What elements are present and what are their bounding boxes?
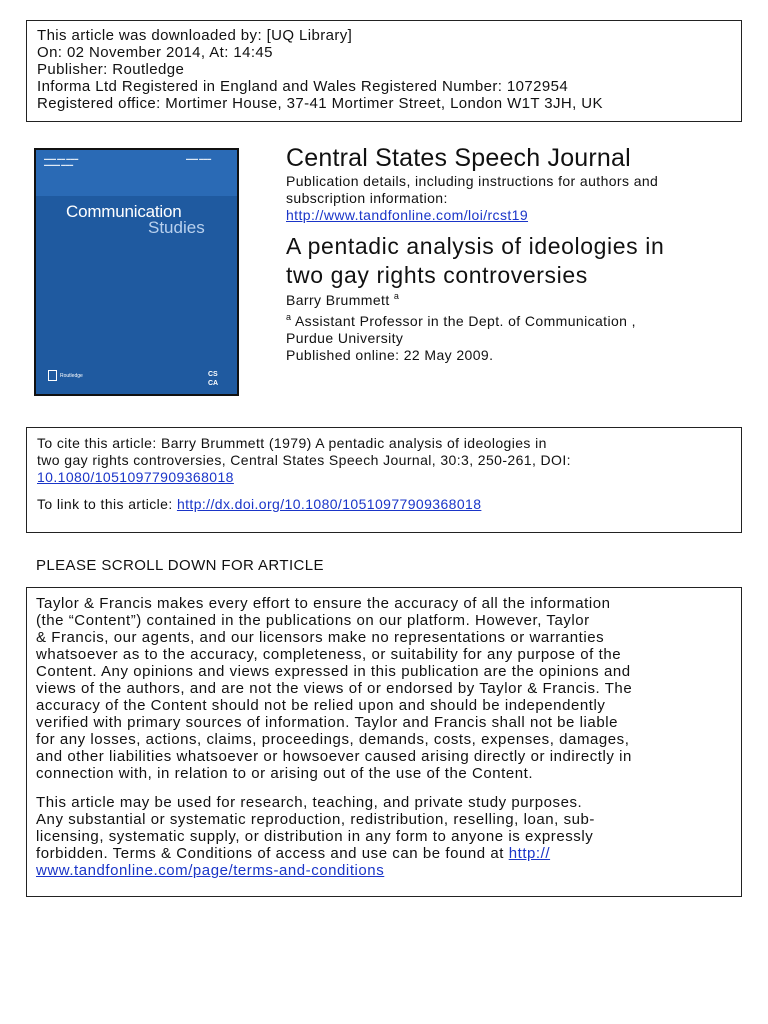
citation-line: two gay rights controversies, Central States Speech Journal, 30:3, 250-261, DOI:: [37, 452, 571, 468]
disclaimer-line: Content. Any opinions and views expressed in this publication are the opinions and: [36, 663, 631, 680]
author-affiliation: [286, 313, 736, 364]
article-author: [286, 292, 736, 309]
citation-line: To cite this article: Barry Brummett (1979) A pentadic analysis of ideologies in: [37, 435, 547, 451]
journal-url-link[interactable]: http://www.tandfonline.com/loi/rcst19: [286, 207, 529, 223]
article-link-label: To link to this article:: [37, 496, 177, 512]
download-info-line: Informa Ltd Registered in England and Wales Registered Number: 1072954: [37, 78, 569, 95]
publication-details: [286, 173, 736, 224]
article-link-line: [37, 496, 731, 513]
affiliation-text: Assistant Professor in the Dept. of Communication ,: [294, 313, 636, 329]
disclaimer-line: whatsoever as to the accuracy, completeness, or suitability for any purpose of the: [36, 646, 622, 663]
affiliation-line: Purdue University: [286, 330, 404, 346]
journal-cover-image: [34, 148, 239, 396]
usage-line: This article may be used for research, teaching, and private study purposes.: [36, 794, 583, 811]
disclaimer-line: for any losses, actions, claims, proceedings, demands, costs, expenses, damages,: [36, 731, 630, 748]
cover-fine-print: ▬▬▬ ▬▬▬: [186, 156, 212, 161]
disclaimer-paragraph: [36, 595, 731, 782]
disclaimer-line: accuracy of the Content should not be relied upon and should be independently: [36, 697, 606, 714]
author-name: Barry Brummett: [286, 292, 390, 308]
download-info-line: Registered office: Mortimer House, 37-41 Mortimer Street, London W1T 3JH, UK: [37, 95, 603, 112]
usage-line: licensing, systematic supply, or distribution in any form to anyone is expressly: [36, 828, 594, 845]
affiliation-line: [286, 313, 736, 330]
article-title: [286, 232, 736, 290]
disclaimer-box: [26, 587, 742, 897]
publisher-logo: [48, 370, 83, 381]
scroll-down-notice: PLEASE SCROLL DOWN FOR ARTICLE: [36, 557, 324, 574]
usage-paragraph: [36, 794, 731, 879]
usage-line: [36, 845, 731, 862]
publication-details-line: subscription information:: [286, 190, 448, 206]
download-info-line: On: 02 November 2014, At: 14:45: [37, 44, 273, 61]
usage-line-text: forbidden. Terms & Conditions of access and use can be found at: [36, 845, 509, 862]
disclaimer-line: verified with primary sources of information. Taylor and Francis shall not be liable: [36, 714, 618, 731]
citation-box: [26, 427, 742, 533]
cover-subtitle: Studies: [148, 218, 205, 237]
download-info-line: This article was downloaded by: [UQ Library]: [37, 27, 353, 44]
cover-title: Communication: [66, 202, 182, 221]
article-title-line: two gay rights controversies: [286, 262, 588, 288]
disclaimer-line: connection with, in relation to or arising out of the use of the Content.: [36, 765, 534, 782]
disclaimer-line: Taylor & Francis makes every effort to ensure the accuracy of all the information: [36, 595, 611, 612]
article-doi-url-link[interactable]: http://dx.doi.org/10.1080/10510977909368018: [176, 496, 482, 512]
terms-url-link-start[interactable]: http://: [508, 845, 551, 862]
disclaimer-line: & Francis, our agents, and our licensors make no representations or warranties: [36, 629, 605, 646]
disclaimer-line: and other liabilities whatsoever or howsoever caused arising directly or indirectly in: [36, 748, 632, 765]
publisher-logo-text: Routledge: [60, 372, 83, 379]
cover-fine-print: ▬▬▬ ▬▬ ▬▬▬: [44, 156, 79, 161]
usage-line: Any substantial or systematic reproduction, redistribution, reselling, loan, sub-: [36, 811, 595, 828]
journal-title: Central States Speech Journal: [286, 144, 631, 172]
author-affiliation-mark: a: [393, 291, 400, 301]
download-info-box: [26, 20, 742, 122]
affiliation-mark: a: [286, 312, 292, 322]
cover-fine-print: ▬▬▬▬ ▬▬▬: [44, 162, 74, 167]
disclaimer-line: views of the authors, and are not the views of or endorsed by Taylor & Francis. The: [36, 680, 633, 697]
published-date: Published online: 22 May 2009.: [286, 347, 494, 363]
cover-badge: CS CA: [208, 371, 219, 387]
disclaimer-line: (the “Content”) contained in the publications on our platform. However, Taylor: [36, 612, 590, 629]
doi-link[interactable]: 10.1080/10510977909368018: [37, 469, 234, 485]
download-info-line: Publisher: Routledge: [37, 61, 185, 78]
terms-url-link[interactable]: www.tandfonline.com/page/terms-and-conditions: [36, 862, 385, 879]
article-title-line: A pentadic analysis of ideologies in: [286, 233, 665, 259]
publication-details-line: Publication details, including instructions for authors and: [286, 173, 659, 189]
publisher-logo-icon: [48, 370, 57, 381]
article-metadata: [286, 143, 736, 364]
